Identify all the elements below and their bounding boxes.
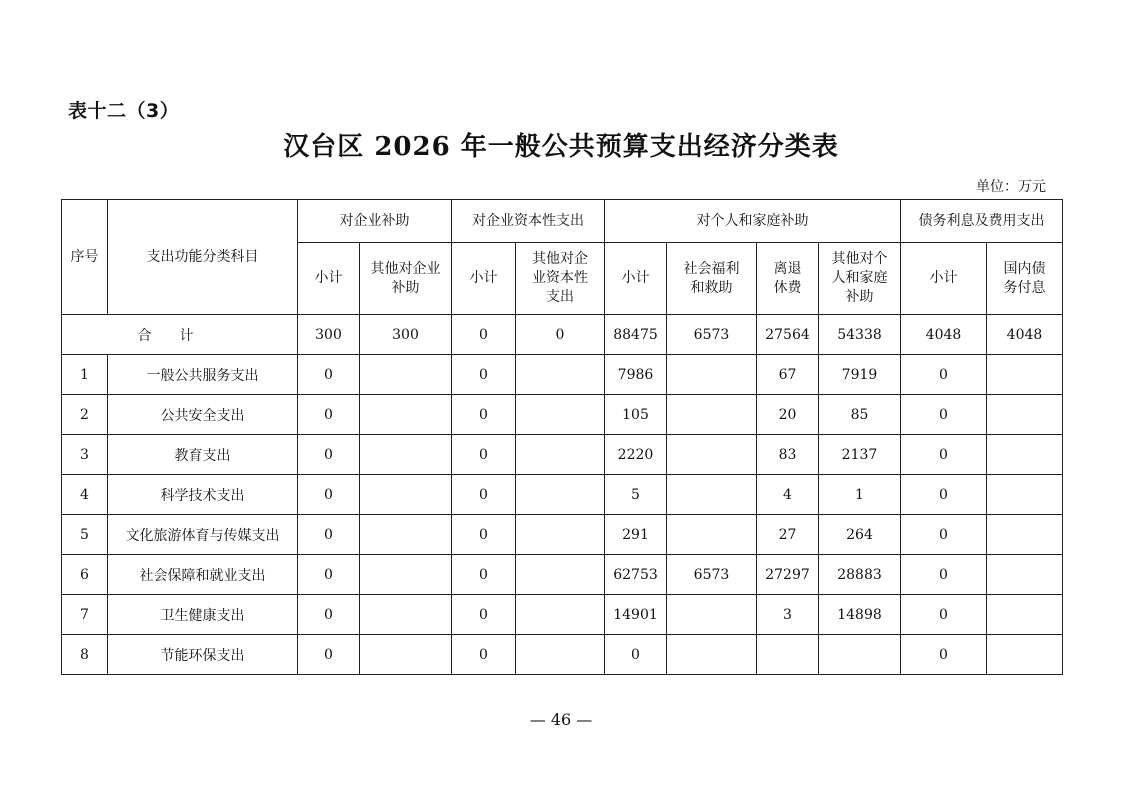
table-row xyxy=(62,475,1063,515)
table-row xyxy=(62,395,1063,435)
row-value-cell xyxy=(360,395,452,435)
row-value-cell: 0 xyxy=(901,555,987,595)
row-subject: 公共安全支出 xyxy=(108,395,298,435)
table-row xyxy=(62,355,1063,395)
row-value-cell xyxy=(360,595,452,635)
row-value-cell: 0 xyxy=(298,555,360,595)
total-cell: 54338 xyxy=(819,315,901,355)
row-seq: 8 xyxy=(62,635,108,675)
row-value-cell: 7986 xyxy=(605,355,667,395)
row-value-cell: 0 xyxy=(298,635,360,675)
row-value-cell: 264 xyxy=(819,515,901,555)
unit-note: 单位：万元 xyxy=(976,179,1046,195)
table-row xyxy=(62,515,1063,555)
budget-table xyxy=(61,199,1063,675)
total-cell: 4048 xyxy=(987,315,1063,355)
row-value-cell xyxy=(516,595,605,635)
header-sub: 其他对企业补助 xyxy=(360,243,452,315)
row-value-cell xyxy=(819,635,901,675)
total-cell: 4048 xyxy=(901,315,987,355)
row-seq: 7 xyxy=(62,595,108,635)
row-value-cell: 105 xyxy=(605,395,667,435)
row-value-cell xyxy=(757,635,819,675)
row-value-cell xyxy=(360,355,452,395)
page-number: — 46 — xyxy=(529,710,593,729)
header-group-personal-subsidy: 对个人和家庭补助 xyxy=(605,200,901,243)
row-seq: 3 xyxy=(62,435,108,475)
row-value-cell xyxy=(987,475,1063,515)
row-value-cell: 4 xyxy=(757,475,819,515)
row-value-cell xyxy=(360,515,452,555)
row-value-cell: 0 xyxy=(298,595,360,635)
row-subject: 社会保障和就业支出 xyxy=(108,555,298,595)
row-subject: 节能环保支出 xyxy=(108,635,298,675)
row-value-cell xyxy=(667,435,757,475)
row-value-cell: 14901 xyxy=(605,595,667,635)
row-value-cell: 0 xyxy=(901,595,987,635)
row-value-cell xyxy=(987,635,1063,675)
row-seq: 5 xyxy=(62,515,108,555)
row-value-cell: 62753 xyxy=(605,555,667,595)
row-value-cell: 20 xyxy=(757,395,819,435)
row-value-cell: 2220 xyxy=(605,435,667,475)
row-value-cell xyxy=(516,635,605,675)
header-subject: 支出功能分类科目 xyxy=(108,200,298,315)
header-group-debt-interest: 债务利息及费用支出 xyxy=(901,200,1063,243)
row-value-cell: 0 xyxy=(901,435,987,475)
row-subject: 教育支出 xyxy=(108,435,298,475)
row-value-cell xyxy=(987,355,1063,395)
row-value-cell: 0 xyxy=(452,595,516,635)
row-subject: 一般公共服务支出 xyxy=(108,355,298,395)
row-value-cell xyxy=(516,435,605,475)
header-sub: 小计 xyxy=(298,243,360,315)
table-row xyxy=(62,555,1063,595)
row-value-cell xyxy=(360,555,452,595)
row-value-cell xyxy=(987,555,1063,595)
row-value-cell: 3 xyxy=(757,595,819,635)
total-cell: 27564 xyxy=(757,315,819,355)
row-value-cell: 83 xyxy=(757,435,819,475)
row-value-cell: 0 xyxy=(605,635,667,675)
row-value-cell xyxy=(360,635,452,675)
row-value-cell: 291 xyxy=(605,515,667,555)
row-value-cell xyxy=(516,355,605,395)
total-label: 合计 xyxy=(62,315,298,355)
row-subject: 卫生健康支出 xyxy=(108,595,298,635)
row-value-cell: 0 xyxy=(452,355,516,395)
row-value-cell xyxy=(987,435,1063,475)
table-header xyxy=(62,200,1063,315)
total-cell: 0 xyxy=(516,315,605,355)
row-value-cell xyxy=(516,555,605,595)
row-value-cell xyxy=(667,355,757,395)
row-value-cell: 2137 xyxy=(819,435,901,475)
row-value-cell: 67 xyxy=(757,355,819,395)
row-value-cell: 0 xyxy=(452,435,516,475)
header-sub: 其他对企业资本性支出 xyxy=(516,243,605,315)
total-row xyxy=(62,315,1063,355)
row-value-cell: 0 xyxy=(901,475,987,515)
row-value-cell: 0 xyxy=(452,475,516,515)
header-sub: 小计 xyxy=(605,243,667,315)
header-seq: 序号 xyxy=(62,200,108,315)
row-value-cell: 0 xyxy=(298,435,360,475)
row-value-cell xyxy=(360,475,452,515)
row-value-cell: 5 xyxy=(605,475,667,515)
row-value-cell: 27 xyxy=(757,515,819,555)
row-value-cell xyxy=(987,515,1063,555)
header-sub: 离退休费 xyxy=(757,243,819,315)
row-value-cell: 0 xyxy=(901,635,987,675)
row-subject: 科学技术支出 xyxy=(108,475,298,515)
row-value-cell xyxy=(516,395,605,435)
row-seq: 2 xyxy=(62,395,108,435)
table-body xyxy=(62,315,1063,675)
row-value-cell xyxy=(667,395,757,435)
row-value-cell: 0 xyxy=(298,515,360,555)
row-subject: 文化旅游体育与传媒支出 xyxy=(108,515,298,555)
row-value-cell: 0 xyxy=(298,355,360,395)
header-sub: 小计 xyxy=(452,243,516,315)
row-value-cell: 0 xyxy=(452,395,516,435)
row-value-cell xyxy=(516,475,605,515)
row-value-cell xyxy=(667,635,757,675)
row-value-cell xyxy=(667,475,757,515)
header-sub: 其他对个人和家庭补助 xyxy=(819,243,901,315)
header-sub: 国内债务付息 xyxy=(987,243,1063,315)
total-cell: 300 xyxy=(298,315,360,355)
header-sub: 社会福利和救助 xyxy=(667,243,757,315)
row-value-cell: 0 xyxy=(901,515,987,555)
table-row xyxy=(62,635,1063,675)
header-group-enterprise-capital: 对企业资本性支出 xyxy=(452,200,605,243)
row-value-cell: 27297 xyxy=(757,555,819,595)
row-value-cell: 0 xyxy=(901,395,987,435)
table-number-label: 表十二（3） xyxy=(68,100,180,122)
table-row xyxy=(62,595,1063,635)
page-title: 汉台区 2026 年一般公共预算支出经济分类表 xyxy=(283,132,839,162)
row-value-cell: 1 xyxy=(819,475,901,515)
row-value-cell: 85 xyxy=(819,395,901,435)
table-row xyxy=(62,435,1063,475)
row-value-cell xyxy=(987,395,1063,435)
header-group-enterprise-subsidy: 对企业补助 xyxy=(298,200,452,243)
total-cell: 88475 xyxy=(605,315,667,355)
row-value-cell: 0 xyxy=(452,635,516,675)
row-value-cell xyxy=(667,595,757,635)
row-seq: 6 xyxy=(62,555,108,595)
row-value-cell: 28883 xyxy=(819,555,901,595)
row-value-cell: 0 xyxy=(298,475,360,515)
row-value-cell xyxy=(516,515,605,555)
total-cell: 6573 xyxy=(667,315,757,355)
row-seq: 1 xyxy=(62,355,108,395)
total-cell: 0 xyxy=(452,315,516,355)
row-value-cell xyxy=(667,515,757,555)
row-seq: 4 xyxy=(62,475,108,515)
row-value-cell: 14898 xyxy=(819,595,901,635)
row-value-cell: 0 xyxy=(298,395,360,435)
row-value-cell xyxy=(987,595,1063,635)
row-value-cell: 7919 xyxy=(819,355,901,395)
header-sub: 小计 xyxy=(901,243,987,315)
row-value-cell: 0 xyxy=(452,555,516,595)
row-value-cell: 0 xyxy=(452,515,516,555)
total-cell: 300 xyxy=(360,315,452,355)
row-value-cell: 0 xyxy=(901,355,987,395)
row-value-cell xyxy=(360,435,452,475)
row-value-cell: 6573 xyxy=(667,555,757,595)
